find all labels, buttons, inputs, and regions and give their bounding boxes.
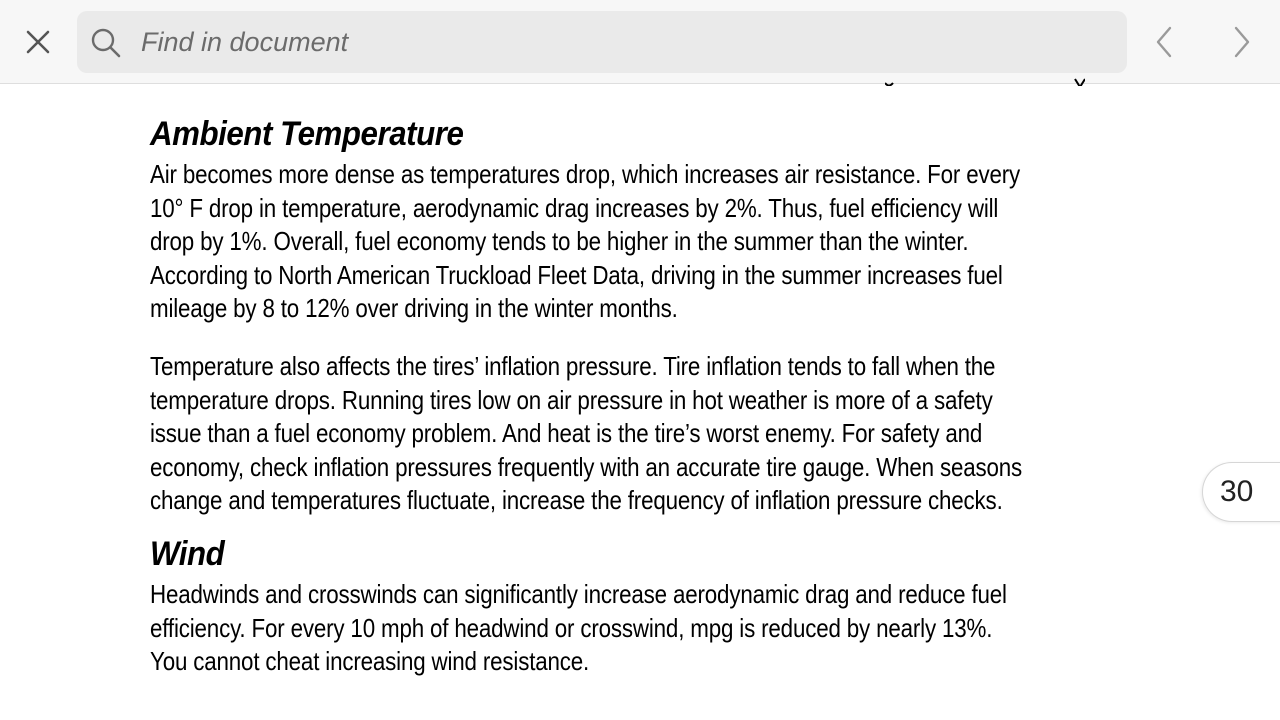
- next-result-button[interactable]: [1224, 24, 1260, 60]
- search-box[interactable]: [77, 11, 1127, 73]
- paragraph: Temperature also affects the tires’ inflation pressure. Tire inflation tends to fall when the temperature drops. Running tires low on air pressure in hot weather is more of a safety issue than a fuel economy problem. And heat is the tire’s worst enemy. For safety and economy, check inflation pressures frequently with an accurate tire gauge. When seasons change and temperatures fluctuate, increase the frequency of inflation pressure checks.: [150, 350, 1023, 516]
- previous-result-button[interactable]: [1146, 24, 1182, 60]
- close-icon: [25, 29, 51, 55]
- close-button[interactable]: [20, 24, 56, 60]
- search-icon: [89, 26, 123, 60]
- section-heading-wind: Wind: [150, 534, 225, 573]
- page-number-indicator[interactable]: [1202, 462, 1280, 522]
- paragraph: Headwinds and crosswinds can significantly increase aerodynamic drag and reduce fuel efficiency. For every 10 mph of headwind or crosswind, mpg is reduced by nearly 13%. You cannot cheat increasing wind resistance.: [150, 578, 1007, 677]
- clipped-previous-line: [150, 78, 1120, 86]
- chevron-left-icon: [1153, 25, 1175, 59]
- document-page: [150, 112, 1130, 679]
- chevron-right-icon: [1231, 25, 1253, 59]
- search-input[interactable]: [141, 21, 1101, 63]
- find-toolbar: [0, 0, 1280, 84]
- section-heading-ambient-temperature: Ambient Temperature: [150, 115, 464, 153]
- paragraph: Air becomes more dense as temperatures drop, which increases air resistance. For every 10° F drop in temperature, aerodynamic drag increases by 2%. Thus, fuel efficiency will drop by 1%. Overall, fuel economy tends to be higher in the summer than the winter. According to North American Truckload Fleet Data, driving in the summer increases fuel mileage by 8 to 12% over driving in the winter months.: [150, 159, 1021, 324]
- page-number: 30: [1220, 475, 1254, 508]
